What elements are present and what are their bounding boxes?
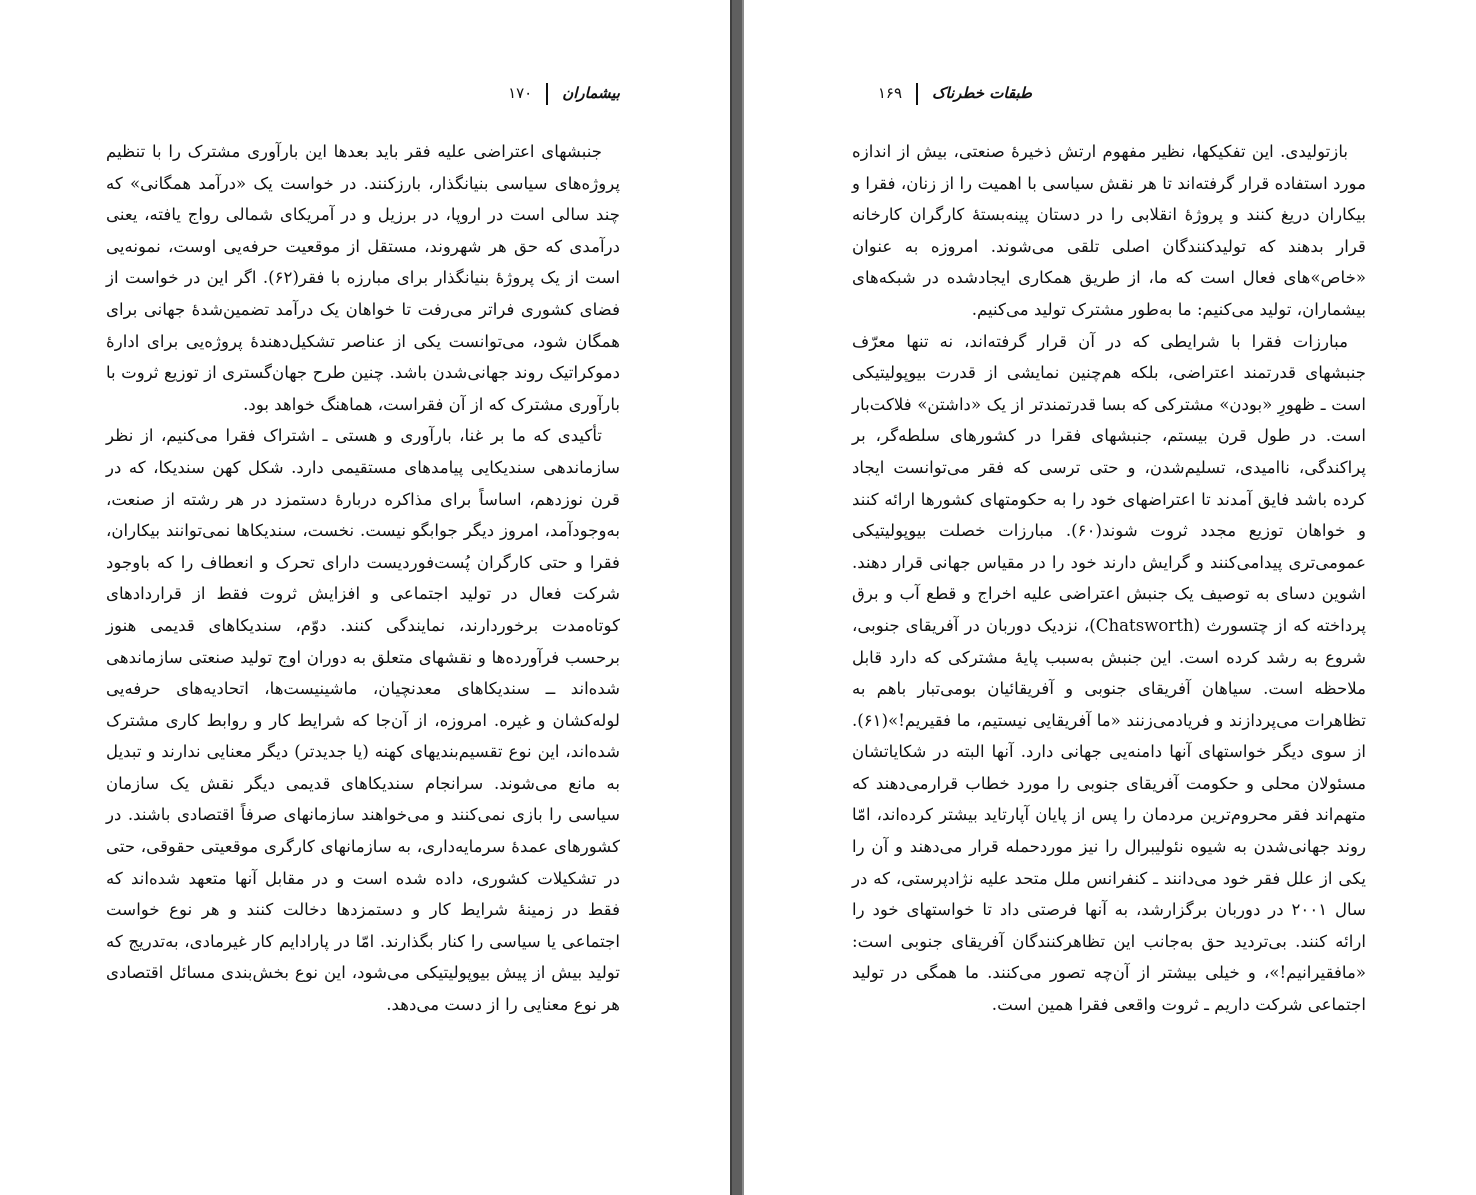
paragraph: جنبشهای اعتراضی علیه فقر باید بعدها این بارآوری مشترک را با تنظیم پروژه‌های سیاسی بنیانگذار، بارزکنند. در خواست یک «درآمد همگانی» که چند سالی است در اروپا، در برزیل و در آمریکای شمالی رواج یافته، یعنی درآمدی که حق هر شهروند، مستقل از موقعیت حرفه‌یی اوست، نمونه‌یی است از یک پروژهٔ بنیانگذار برای مبارزه با فقر(۶۲). اگر این در خواست از فضای کشوری فراتر می‌رفت تا خواهان یک درآمد تضمین‌شدهٔ جهانی برای همگان شود، می‌توانست یکی از عناصر تشکیل‌دهندهٔ پروژه‌یی برای ادارهٔ دموکراتیک روند جهانی‌شدن باشد. چنین طرح جهان‌گستری از توزیع ثروت با بارآوری مشترک که از آن فقراست، هماهنگ خواهد بود. <box>106 142 621 414</box>
right-page <box>744 0 1476 1195</box>
running-head-separator <box>546 83 548 105</box>
right-page-number: ۱۶۹ <box>877 84 902 102</box>
right-running-head <box>878 80 1032 106</box>
left-page-number: ۱۷۰ <box>508 84 533 102</box>
paragraph: تأکیدی که ما بر غنا، بارآوری و هستی ـ اشتراک فقرا می‌کنیم، از نظر سازماندهی سندیکایی پیامدهای مستقیمی دارد. شکل کهن سندیکا، که در قرن نوزدهم، اساساً برای مذاکره دربارهٔ دستمزد در هر رشته از صنعت، به‌وجودآمد، امروز دیگر جوابگو نیست. نخست، سندیکاها نمی‌توانند بیکاران، فقرا و حتی کارگران پُست‌فوردیست دارای تحرک و انعطاف را که باوجود شرکت فعال در تولید اجتماعی و افزایش ثروت فقط از قراردادهای کوتاه‌مدت برخوردارند، نمایندگی کنند. دوّم، سندیکاهای قدیمی هنوز برحسب فرآورده‌ها و نقشهای متعلق به دوران اوج تولید صنعتی سازماندهی شده‌اند ــ سندیکاهای معدنچیان، ماشینیست‌ها، اتحادیه‌های حرفه‌یی لوله‌کشان و غیره. امروزه، از آن‌جا که شرایط کار و روابط کاری مشترک شده‌اند، این نوع تقسیم‌بندیهای کهنه (یا جدیدتر) دیگر معنایی ندارند و تبدیل به مانع می‌شوند. سرانجام سندیکاهای قدیمی دیگر نقش یک سازمان سیاسی را بازی نمی‌کنند و می‌خواهند سازمانهای صرفاً اقتصادی باشند. در کشورهای عمدهٔ سرمایه‌داری، به سازمانهای کارگری موقعیتی حقوقی، حتی در تشکیلات کشوری، داده شده است و در مقابل آنها متعهد شده‌اند که فقط در زمینهٔ شرایط کار و دستمزدها دخالت کنند و هر نوع خواست اجتماعی یا سیاسی را کنار بگذارند. امّا در پارادایم کار غیرمادی، به‌تدریج که تولید بیش از پیش بیوپولیتیکی می‌شود، این نوع بخش‌بندی مسائل اقتصادی هر نوع معنایی را از دست می‌دهد. <box>106 426 620 1015</box>
paragraph: مبارزات فقرا با شرایطی که در آن قرار گرفته‌اند، نه تنها معرّف جنبشهای قدرتمند اعتراضی، بلکه هم‌چنین نمایشی از قدرت بیوپولیتیکی است ـ ظهورِ «بودن» مشترکی که بسا قدرتمندتر از یک «داشتن» فلاکت‌بار است. در طول قرن بیستم، جنبشهای فقرا در کشورهای سلطه‌گر، بر پراکندگی، ناامیدی، تسلیم‌شدن، و حتی ترسی که فقر می‌توانست ایجاد کرده باشد فایق آمدند تا اعتراضهای خود را به حکومتهای کشورها ارائه کنند و خواهان توزیع مجدد ثروت شوند(۶۰). مبارزات خصلت بیوپولیتیکی عمومی‌تری پیدامی‌کنند و گرایش دارند خود را در مقیاس جهانی قرار دهند. اشوین دسای به توصیف یک جنبش اعتراضی علیه اخراج و قطع آب و برق پرداخته که از چتسورث (Chatsworth)، نزدیک دوربان در آفریقای جنوبی، شروع به رشد کرده است. این جنبش به‌سبب پایهٔ مشترکی که دارد قابل ملاحظه است. سیاهان آفریقای جنوبی و آفریقائیان بومی‌تبار باهم به تظاهرات می‌پردازند و فریادمی‌زنند «ما آفریقایی نیستیم، ما فقیریم!»(۶۱). از سوی دیگر خواستهای آنها دامنه‌یی جهانی دارد. آنها البته در شکایاتشان مسئولان محلی و حکومت آفریقای جنوبی را مورد خطاب قرارمی‌دهند که متهم‌اند فقر محروم‌ترین مردمان را پس از پایان آپارتاید بیشتر کرده‌اند، امّا روند جهانی‌شدن به شیوه نئولیبرال را نیز موردحمله قرار می‌دهند و آن را یکی از علل فقر خود می‌دانند ـ کنفرانس ملل متحد علیه نژادپرستی، که در سال ۲۰۰۱ در دوربان برگزارشد، به آنها فرصتی داد تا خواستهای خود را ارائه کنند. بی‌تردید حق به‌جانب این تظاهرکنندگان آفریقای جنوبی است: «مافقیرانیم!»، و خیلی بیشتر از آن‌چه تصور می‌کنند. ما همگی در تولید اجتماعی شرکت داریم ـ ثروت واقعی فقرا همین است. <box>852 331 1366 1015</box>
paragraph: بازتولیدی. این تفکیکها، نظیر مفهوم ارتش ذخیرهٔ صنعتی، بیش از اندازه مورد استفاده قرار گرفته‌اند تا هر نقش سیاسی با اهمیت را از زنان، فقرا و بیکاران دریغ کنند و پروژهٔ انقلابی را در دستان پینه‌بستهٔ کارگران کارخانه قرار بدهند که تولیدکنندگان اصلی تلقی می‌شوند. امروزه به عنوان «خاص»های فعال است که ما، از طریق همکاری ایجادشده در شبکه‌های بیشماران، تولید می‌کنیم: ما به‌طور مشترک تولید می‌کنیم. <box>852 142 1366 319</box>
page-gutter <box>730 0 744 1195</box>
left-page <box>0 0 730 1195</box>
left-running-title: بیشماران <box>562 84 620 102</box>
right-running-title: طبقات خطرناک <box>932 84 1032 102</box>
right-body-text <box>852 136 1366 1021</box>
left-body-text <box>106 136 620 1021</box>
left-running-head <box>508 80 620 106</box>
running-head-separator <box>916 83 918 105</box>
